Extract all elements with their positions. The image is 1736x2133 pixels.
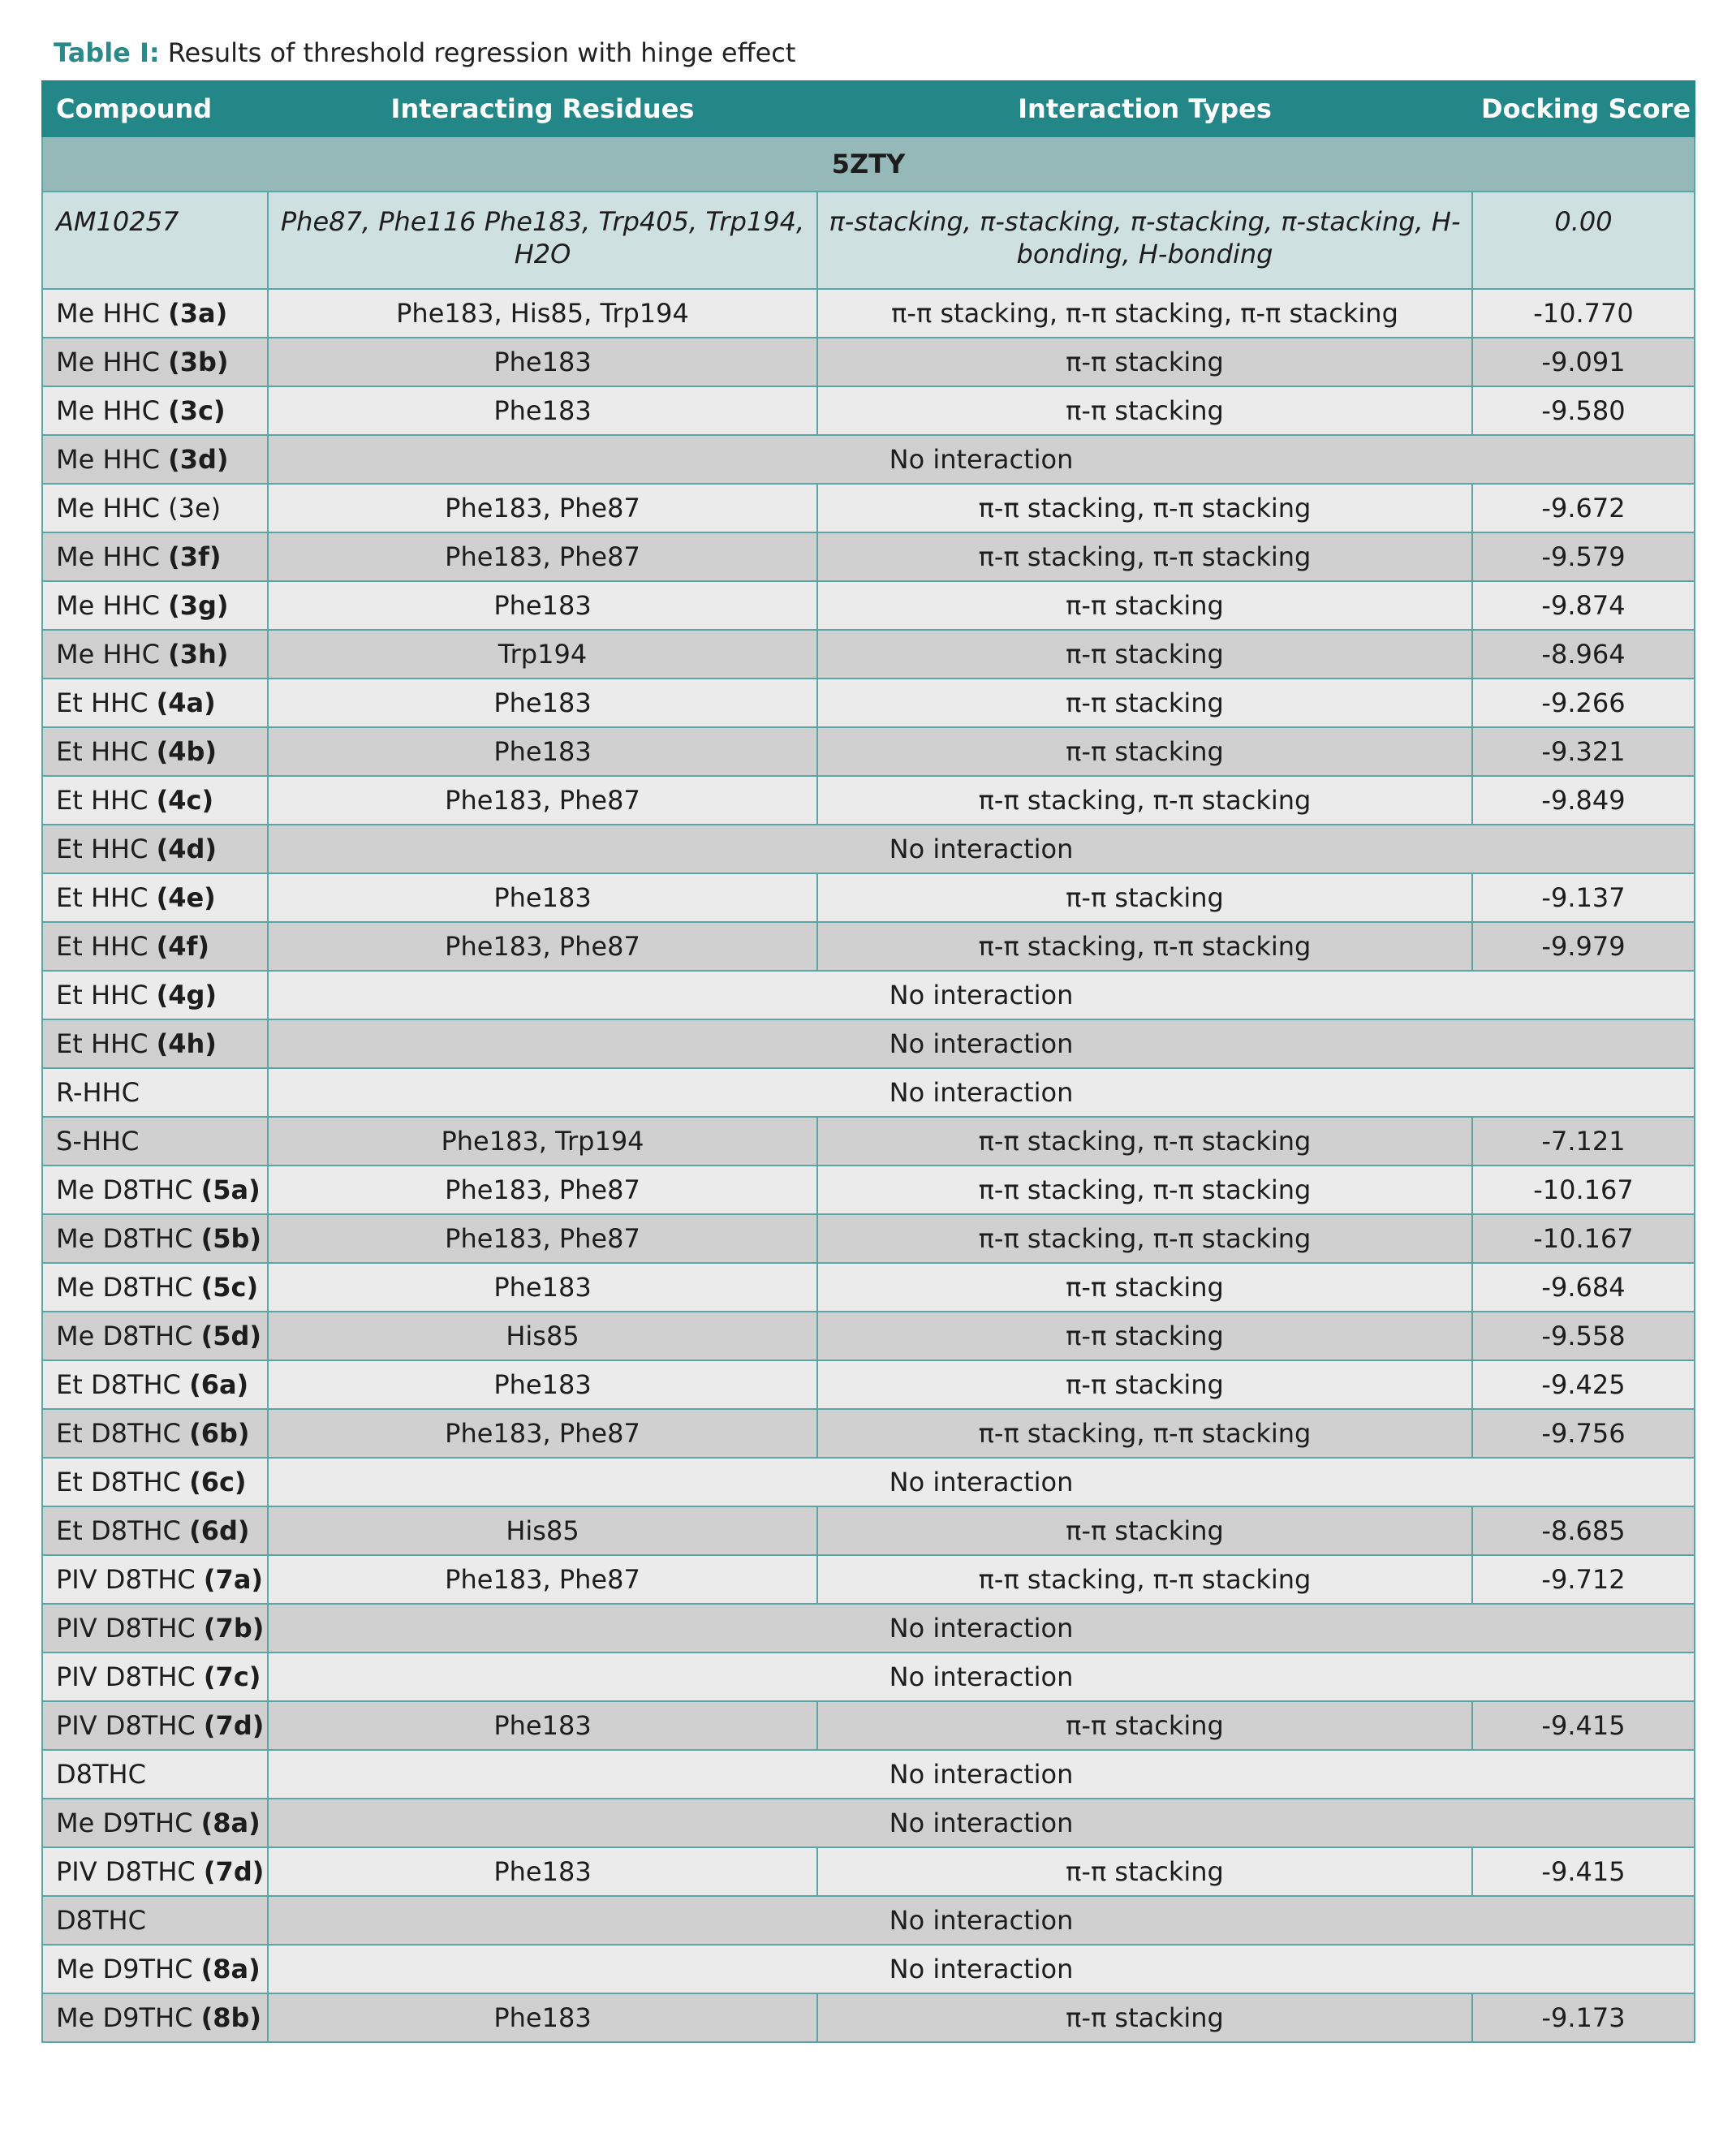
residues-cell: Phe183 [268, 1263, 817, 1312]
score-cell: -9.979 [1472, 922, 1695, 971]
table-row [42, 1506, 1695, 1555]
compound-name: Me D8THC [56, 1321, 193, 1351]
compound-code: (4h) [156, 1028, 217, 1059]
types-cell: π-π stacking, π-π stacking [817, 532, 1472, 581]
compound-cell [42, 1653, 268, 1701]
section-row [42, 136, 1695, 192]
compound-code: (5d) [200, 1321, 262, 1351]
score-cell: -8.685 [1472, 1506, 1695, 1555]
compound-code: (6c) [189, 1467, 247, 1497]
no-interaction-cell: No interaction [268, 1653, 1695, 1701]
compound-name: PIV D8THC [56, 1856, 196, 1887]
residues-cell: Trp194 [268, 630, 817, 679]
types-cell: π-π stacking, π-π stacking [817, 776, 1472, 825]
residues-cell: Phe183, Phe87 [268, 922, 817, 971]
residues-cell: Phe183, Phe87 [268, 532, 817, 581]
reference-row [42, 192, 1695, 289]
score-cell: -9.425 [1472, 1360, 1695, 1409]
compound-name: Et HHC [56, 687, 149, 718]
compound-cell [42, 1799, 268, 1847]
compound-code: (8a) [200, 1808, 261, 1838]
score-cell: -9.415 [1472, 1847, 1695, 1896]
no-interaction-cell: No interaction [268, 1799, 1695, 1847]
table-row [42, 1360, 1695, 1409]
residues-cell: Phe183, His85, Trp194 [268, 289, 817, 338]
table-row [42, 1847, 1695, 1896]
compound-code: (4a) [156, 687, 216, 718]
compound-name: D8THC [56, 1759, 146, 1790]
compound-name: Me HHC [56, 639, 160, 670]
types-cell: π-π stacking [817, 1263, 1472, 1312]
residues-cell: Phe183 [268, 1847, 817, 1896]
score-cell: -9.672 [1472, 484, 1695, 532]
compound-code: (3g) [168, 590, 229, 621]
no-interaction-cell: No interaction [268, 1896, 1695, 1945]
compound-code: (7a) [203, 1564, 264, 1595]
compound-code: (7c) [203, 1661, 261, 1692]
compound-cell [42, 630, 268, 679]
compound-name: Et HHC [56, 931, 149, 962]
compound-code: (4b) [156, 736, 217, 767]
types-cell: π-π stacking, π-π stacking [817, 922, 1472, 971]
no-interaction-cell: No interaction [268, 1019, 1695, 1068]
table-row [42, 1312, 1695, 1360]
compound-cell [42, 289, 268, 338]
residues-cell: Phe183, Phe87 [268, 1555, 817, 1604]
table-row [42, 873, 1695, 922]
table-row [42, 679, 1695, 727]
compound-cell [42, 581, 268, 630]
score-cell: -9.756 [1472, 1409, 1695, 1458]
table-row [42, 1068, 1695, 1117]
compound-code: (7b) [203, 1613, 265, 1644]
table-row [42, 532, 1695, 581]
score-cell: -9.137 [1472, 873, 1695, 922]
residues-cell: His85 [268, 1506, 817, 1555]
compound-cell [42, 338, 268, 386]
residues-cell: Phe183, Phe87 [268, 484, 817, 532]
residues-cell: Phe183 [268, 873, 817, 922]
table-row [42, 1166, 1695, 1214]
table-row [42, 1263, 1695, 1312]
table-row [42, 338, 1695, 386]
table-row [42, 581, 1695, 630]
residues-cell: Phe183, Trp194 [268, 1117, 817, 1166]
types-cell: π-π stacking [817, 1701, 1472, 1750]
compound-cell [42, 532, 268, 581]
header-types: Interaction Types [817, 81, 1472, 136]
compound-name: R-HHC [56, 1077, 140, 1108]
compound-name: Et HHC [56, 785, 149, 816]
compound-cell [42, 1604, 268, 1653]
table-row [42, 1701, 1695, 1750]
residues-cell: Phe183, Phe87 [268, 1214, 817, 1263]
compound-code: (4c) [156, 785, 214, 816]
score-cell: -9.558 [1472, 1312, 1695, 1360]
types-cell: π-π stacking [817, 338, 1472, 386]
score-cell: -8.964 [1472, 630, 1695, 679]
compound-name: Et HHC [56, 1028, 149, 1059]
reference-score: 0.00 [1472, 192, 1695, 289]
compound-code: (4e) [156, 882, 216, 913]
no-interaction-cell: No interaction [268, 1068, 1695, 1117]
compound-name: Et D8THC [56, 1515, 181, 1546]
compound-code: (5a) [200, 1174, 261, 1205]
types-cell: π-π stacking, π-π stacking [817, 1117, 1472, 1166]
compound-name: Me HHC [56, 444, 160, 475]
types-cell: π-π stacking, π-π stacking, π-π stacking [817, 289, 1472, 338]
types-cell: π-π stacking, π-π stacking [817, 1409, 1472, 1458]
compound-code: (6a) [189, 1369, 249, 1400]
compound-cell [42, 386, 268, 435]
residues-cell: Phe183 [268, 581, 817, 630]
compound-name: PIV D8THC [56, 1661, 196, 1692]
residues-cell: Phe183, Phe87 [268, 776, 817, 825]
score-cell: -9.321 [1472, 727, 1695, 776]
header-residues: Interacting Residues [268, 81, 817, 136]
compound-name: Et HHC [56, 834, 149, 864]
table-row [42, 484, 1695, 532]
compound-code: (6d) [189, 1515, 250, 1546]
table-row [42, 727, 1695, 776]
residues-cell: Phe183 [268, 679, 817, 727]
score-cell: -9.712 [1472, 1555, 1695, 1604]
table-row [42, 971, 1695, 1019]
table-row [42, 435, 1695, 484]
compound-cell [42, 1555, 268, 1604]
score-cell: -10.770 [1472, 289, 1695, 338]
score-cell: -9.849 [1472, 776, 1695, 825]
types-cell: π-π stacking [817, 679, 1472, 727]
compound-cell [42, 1993, 268, 2042]
residues-cell: Phe183 [268, 386, 817, 435]
compound-name: Me D9THC [56, 1808, 193, 1838]
compound-name: Me D8THC [56, 1223, 193, 1254]
compound-cell [42, 1068, 268, 1117]
compound-cell [42, 1019, 268, 1068]
no-interaction-cell: No interaction [268, 971, 1695, 1019]
types-cell: π-π stacking [817, 727, 1472, 776]
table-row [42, 1555, 1695, 1604]
table-row [42, 630, 1695, 679]
compound-code: (3b) [168, 347, 229, 377]
no-interaction-cell: No interaction [268, 435, 1695, 484]
reference-compound: AM10257 [42, 192, 268, 289]
compound-name: PIV D8THC [56, 1710, 196, 1741]
compound-name: Et D8THC [56, 1467, 181, 1497]
compound-name: Et HHC [56, 882, 149, 913]
compound-code: (4f) [156, 931, 210, 962]
types-cell: π-π stacking [817, 1847, 1472, 1896]
compound-cell [42, 1945, 268, 1993]
score-cell: -7.121 [1472, 1117, 1695, 1166]
compound-name: Me HHC [56, 395, 160, 426]
compound-cell [42, 776, 268, 825]
types-cell: π-π stacking, π-π stacking [817, 484, 1472, 532]
compound-code: (5b) [200, 1223, 262, 1254]
compound-cell [42, 971, 268, 1019]
section-label: 5ZTY [42, 136, 1695, 192]
score-cell: -9.580 [1472, 386, 1695, 435]
compound-cell [42, 873, 268, 922]
score-cell: -9.173 [1472, 1993, 1695, 2042]
compound-cell [42, 727, 268, 776]
residues-cell: Phe183 [268, 1701, 817, 1750]
table-row [42, 1117, 1695, 1166]
types-cell: π-π stacking [817, 1360, 1472, 1409]
residues-cell: Phe183, Phe87 [268, 1166, 817, 1214]
compound-code: (4g) [156, 980, 217, 1010]
compound-cell [42, 1896, 268, 1945]
table-row [42, 1945, 1695, 1993]
compound-cell [42, 679, 268, 727]
compound-cell [42, 1312, 268, 1360]
compound-name: Me HHC [56, 298, 160, 329]
types-cell: π-π stacking [817, 630, 1472, 679]
compound-cell [42, 1750, 268, 1799]
compound-cell [42, 1263, 268, 1312]
compound-name: Me HHC (3e) [56, 493, 222, 524]
compound-name: Me D9THC [56, 1954, 193, 1984]
score-cell: -9.874 [1472, 581, 1695, 630]
compound-name: Me D8THC [56, 1174, 193, 1205]
score-cell: -10.167 [1472, 1166, 1695, 1214]
header-compound: Compound [42, 81, 268, 136]
table-row [42, 289, 1695, 338]
table-row [42, 1750, 1695, 1799]
types-cell: π-π stacking [817, 581, 1472, 630]
types-cell: π-π stacking [817, 386, 1472, 435]
no-interaction-cell: No interaction [268, 825, 1695, 873]
table-row [42, 386, 1695, 435]
header-row [42, 81, 1695, 136]
results-table [41, 80, 1695, 2043]
compound-code: (8a) [200, 1954, 261, 1984]
compound-name: Et D8THC [56, 1369, 181, 1400]
compound-cell [42, 1458, 268, 1506]
residues-cell: Phe183 [268, 727, 817, 776]
compound-name: Et HHC [56, 736, 149, 767]
types-cell: π-π stacking, π-π stacking [817, 1166, 1472, 1214]
compound-cell [42, 1166, 268, 1214]
compound-cell [42, 1360, 268, 1409]
compound-cell [42, 1847, 268, 1896]
types-cell: π-π stacking [817, 1312, 1472, 1360]
score-cell: -9.579 [1472, 532, 1695, 581]
compound-name: S-HHC [56, 1126, 140, 1157]
types-cell: π-π stacking [817, 1993, 1472, 2042]
compound-name: Et HHC [56, 980, 149, 1010]
residues-cell: Phe183 [268, 1360, 817, 1409]
types-cell: π-π stacking [817, 1506, 1472, 1555]
table-row [42, 825, 1695, 873]
no-interaction-cell: No interaction [268, 1750, 1695, 1799]
residues-cell: His85 [268, 1312, 817, 1360]
table-row [42, 1458, 1695, 1506]
compound-code: (7d) [203, 1710, 265, 1741]
table-row [42, 1214, 1695, 1263]
compound-cell [42, 484, 268, 532]
compound-code: (4d) [156, 834, 217, 864]
compound-cell [42, 922, 268, 971]
compound-code: (3a) [168, 298, 228, 329]
table-row [42, 1653, 1695, 1701]
header-score: Docking Score [1472, 81, 1695, 136]
residues-cell: Phe183 [268, 338, 817, 386]
score-cell: -9.415 [1472, 1701, 1695, 1750]
no-interaction-cell: No interaction [268, 1945, 1695, 1993]
compound-name: Me HHC [56, 541, 160, 572]
table-row [42, 1799, 1695, 1847]
types-cell: π-π stacking, π-π stacking [817, 1214, 1472, 1263]
compound-code: (3f) [168, 541, 222, 572]
table-row [42, 1604, 1695, 1653]
table-caption [54, 37, 795, 68]
compound-name: PIV D8THC [56, 1613, 196, 1644]
reference-types: π-stacking, π-stacking, π-stacking, π-stacking, H-bonding, H-bonding [817, 192, 1472, 289]
compound-cell [42, 1506, 268, 1555]
table-row [42, 1896, 1695, 1945]
types-cell: π-π stacking, π-π stacking [817, 1555, 1472, 1604]
types-cell: π-π stacking [817, 873, 1472, 922]
compound-code: (3d) [168, 444, 229, 475]
compound-cell [42, 435, 268, 484]
compound-cell [42, 1214, 268, 1263]
compound-name: Me D9THC [56, 2002, 193, 2033]
residues-cell: Phe183, Phe87 [268, 1409, 817, 1458]
compound-cell [42, 1701, 268, 1750]
table-row [42, 1993, 1695, 2042]
table-row [42, 1019, 1695, 1068]
compound-name: Me HHC [56, 590, 160, 621]
compound-code: (3c) [168, 395, 226, 426]
compound-name: Et D8THC [56, 1418, 181, 1449]
compound-cell [42, 1117, 268, 1166]
compound-name: Me HHC [56, 347, 160, 377]
table-row [42, 776, 1695, 825]
caption-label: Table I: [54, 37, 160, 68]
score-cell: -9.091 [1472, 338, 1695, 386]
score-cell: -10.167 [1472, 1214, 1695, 1263]
compound-cell [42, 825, 268, 873]
compound-code: (8b) [200, 2002, 262, 2033]
table-row [42, 1409, 1695, 1458]
compound-cell [42, 1409, 268, 1458]
compound-code: (7d) [203, 1856, 265, 1887]
compound-code: (5c) [200, 1272, 259, 1303]
compound-code: (3h) [168, 639, 229, 670]
reference-residues: Phe87, Phe116 Phe183, Trp405, Trp194, H2O [268, 192, 817, 289]
no-interaction-cell: No interaction [268, 1604, 1695, 1653]
table-row [42, 922, 1695, 971]
residues-cell: Phe183 [268, 1993, 817, 2042]
compound-name: D8THC [56, 1905, 146, 1936]
caption-text: Results of threshold regression with hinge effect [167, 37, 796, 68]
compound-code: (6b) [189, 1418, 250, 1449]
no-interaction-cell: No interaction [268, 1458, 1695, 1506]
compound-name: Me D8THC [56, 1272, 193, 1303]
compound-name: PIV D8THC [56, 1564, 196, 1595]
score-cell: -9.266 [1472, 679, 1695, 727]
score-cell: -9.684 [1472, 1263, 1695, 1312]
